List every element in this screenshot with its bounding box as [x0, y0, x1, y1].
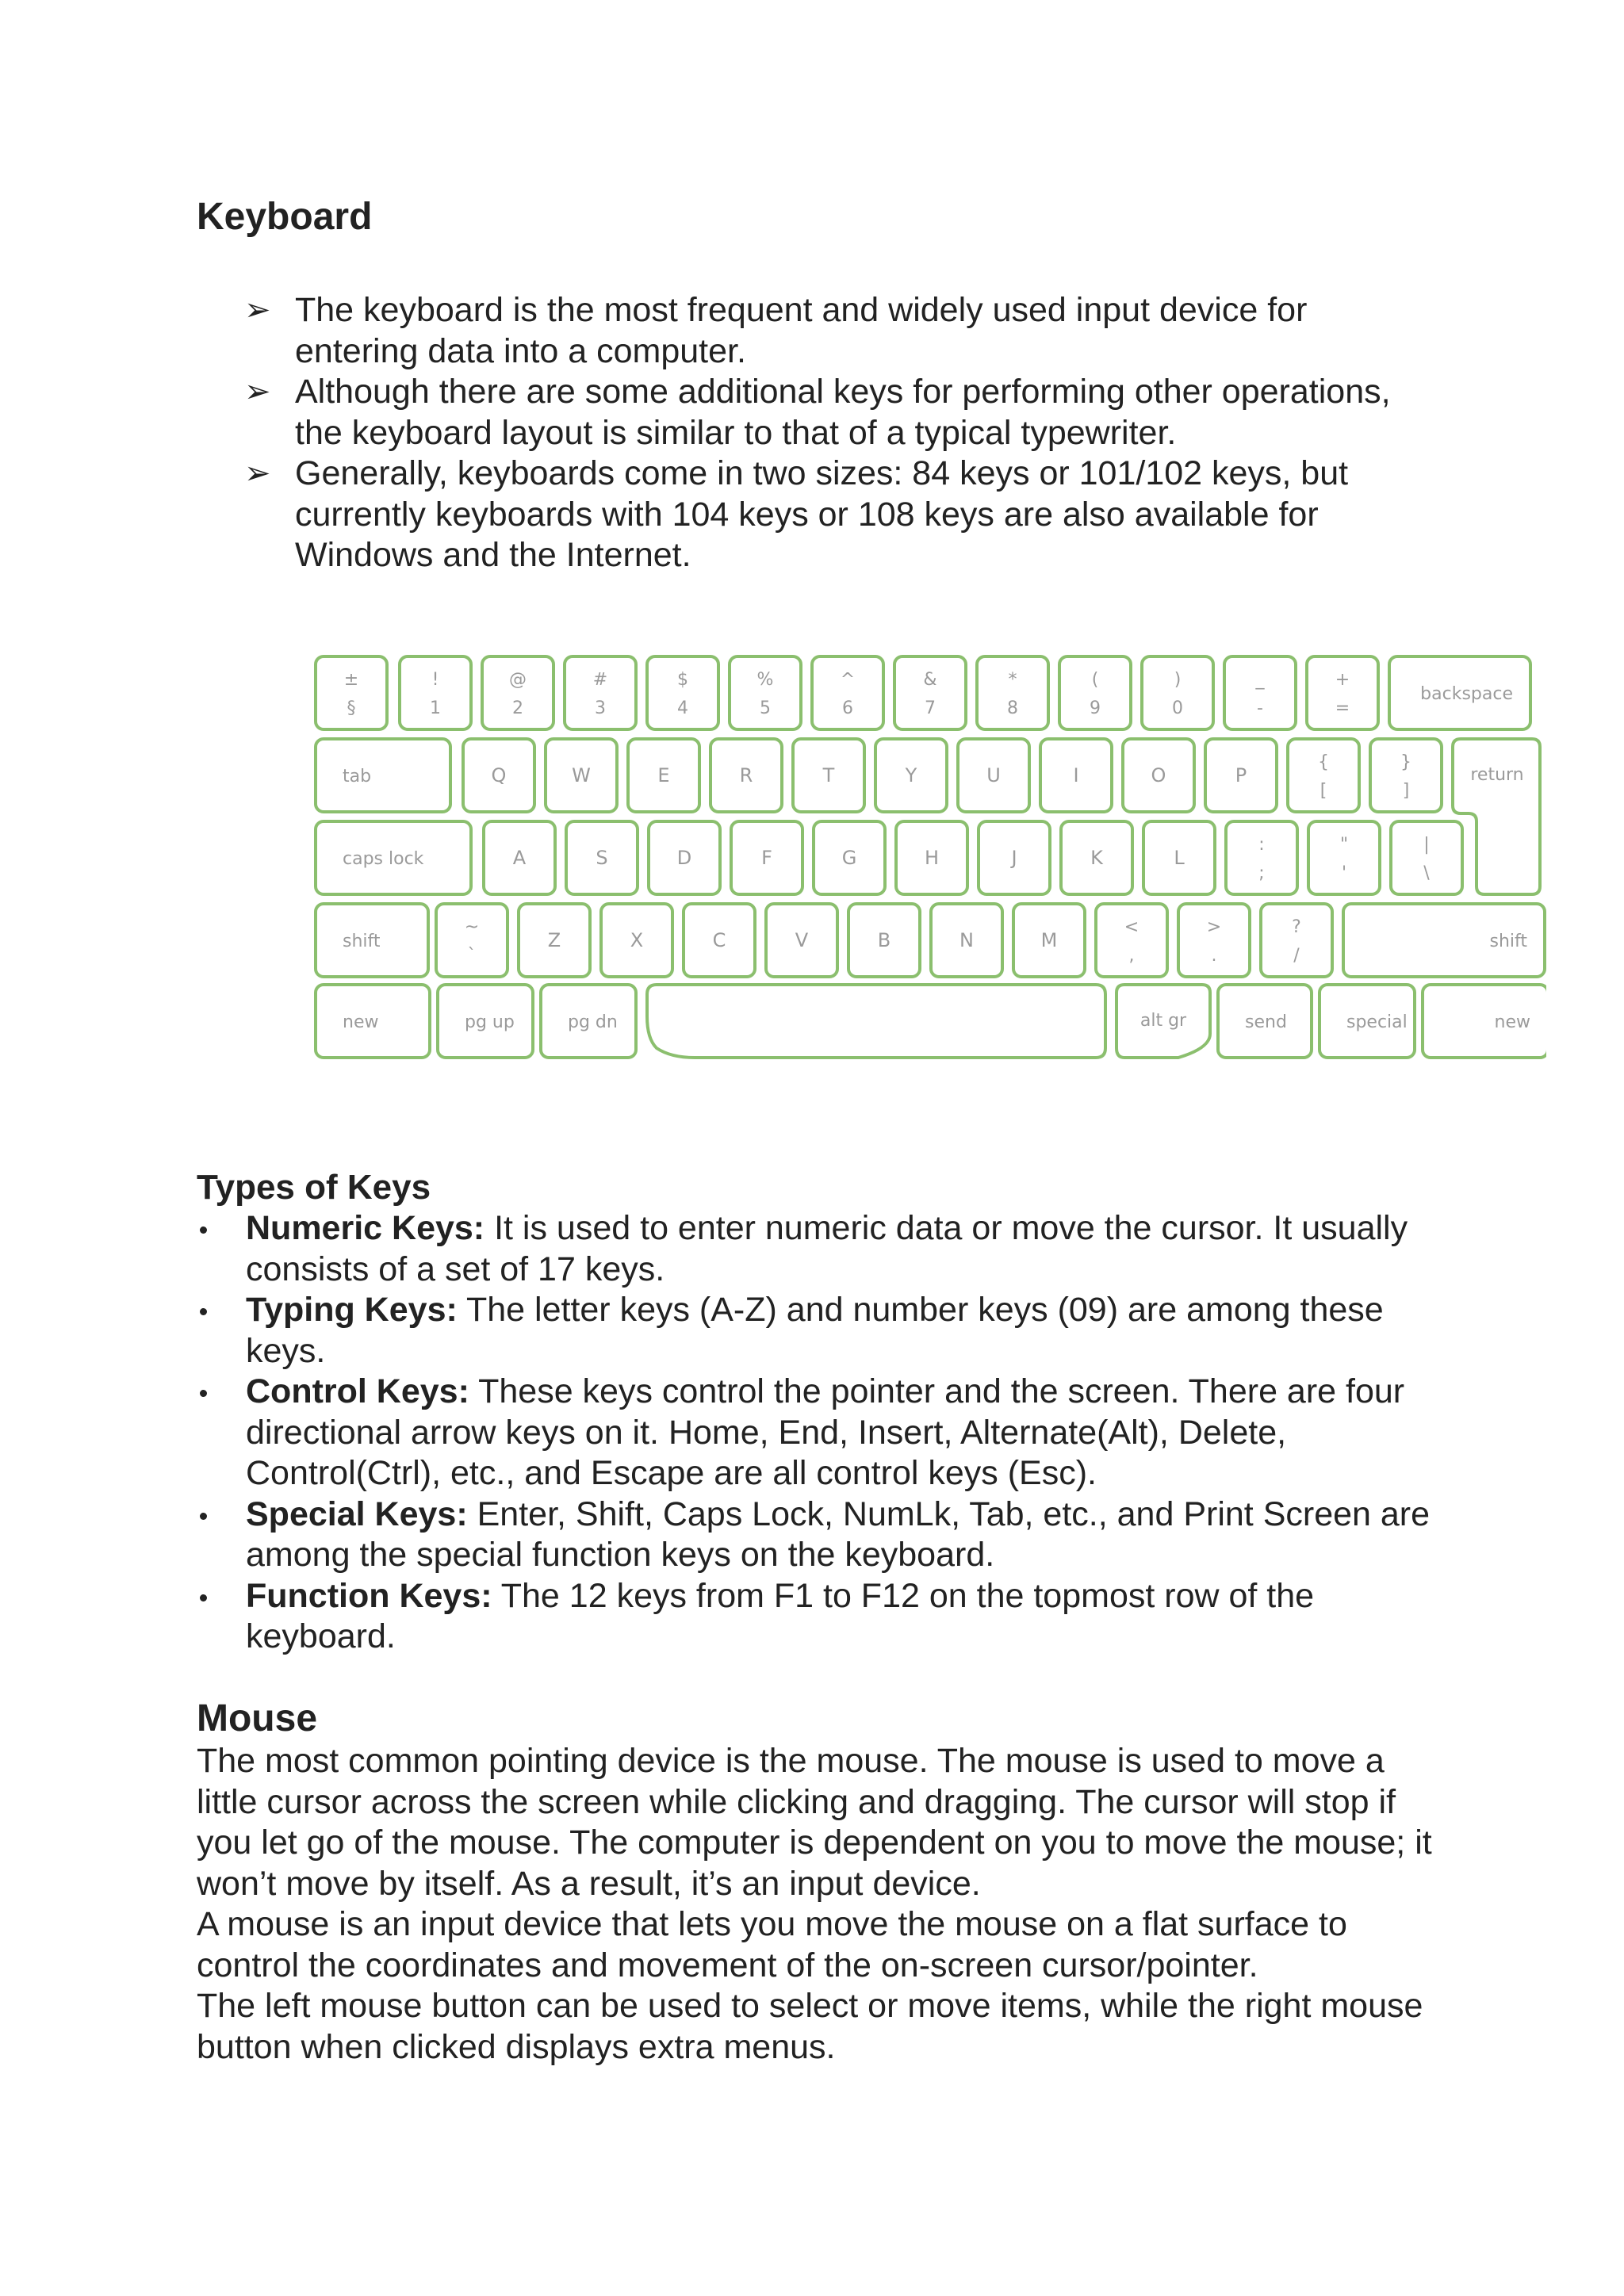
arrow-bullet-icon: ➢	[244, 293, 271, 327]
mouse-paragraph: A mouse is an input device that lets you move the mouse on a flat surface to control the coordinates and movement of the on-screen cursor/pointer.	[197, 1905, 1347, 1984]
key-bottom-symbol: `	[467, 946, 477, 966]
list-item	[197, 1208, 1434, 1290]
key-label: shift	[1489, 932, 1527, 951]
key-top-symbol: #	[592, 670, 608, 690]
key-label: new	[343, 1012, 379, 1032]
keyboard-key	[1307, 656, 1378, 729]
key-label: D	[676, 847, 692, 869]
keyboard-key	[1096, 904, 1167, 977]
key-top-symbol: (	[1091, 670, 1099, 690]
keyboard-heading: Keyboard	[197, 196, 373, 238]
key-top-symbol: $	[677, 670, 688, 690]
key-label: new	[1494, 1012, 1530, 1032]
key-bottom-symbol: 1	[430, 698, 441, 718]
key-bottom-symbol: 5	[760, 698, 771, 718]
key-label: special	[1346, 1012, 1408, 1032]
key-label: Y	[905, 764, 917, 786]
keyboard-key	[1308, 821, 1380, 894]
list-item-text: Generally, keyboards come in two sizes: 84 keys or 101/102 keys, but currently keyboards with 104 keys or 108 keys are also available for Windows and the Internet.	[295, 454, 1349, 574]
key-label: send	[1245, 1012, 1287, 1032]
list-item	[197, 1494, 1434, 1576]
key-label: Q	[491, 764, 507, 786]
key-label: tab	[343, 767, 372, 786]
key-label: S	[596, 847, 608, 869]
key-top-symbol: "	[1339, 835, 1349, 855]
key-top-symbol: !	[431, 670, 439, 690]
keyboard-key	[1261, 904, 1332, 977]
key-type-text: The 12 keys from F1 to F12 on the topmost row of the keyboard.	[246, 1576, 1315, 1655]
key-label: H	[924, 847, 940, 869]
list-item	[244, 453, 1434, 576]
key-label: pg dn	[568, 1012, 618, 1032]
keyboard-key	[1370, 739, 1442, 812]
list-item	[244, 372, 1434, 453]
keyboard-illustration	[309, 652, 1546, 1089]
keyboard-key	[1391, 821, 1462, 894]
key-top-symbol: _	[1255, 670, 1265, 690]
key-bottom-symbol: .	[1211, 946, 1217, 966]
keyboard-key	[565, 656, 636, 729]
key-bottom-symbol: 9	[1090, 698, 1101, 718]
key-label: E	[657, 764, 670, 786]
arrow-bullet-icon: ➢	[244, 456, 271, 491]
keyboard-key	[812, 656, 883, 729]
keyboard-key	[730, 656, 801, 729]
keyboard-key	[894, 656, 966, 729]
keyboard-key	[977, 656, 1048, 729]
key-top-symbol: &	[923, 670, 937, 690]
key-bottom-symbol: \	[1423, 863, 1430, 883]
key-top-symbol: ~	[464, 917, 480, 937]
key-label: pg up	[465, 1012, 515, 1032]
key-bottom-symbol: ;	[1258, 863, 1265, 883]
keyboard-layout-diagram	[309, 652, 1546, 1089]
key-label: X	[630, 929, 644, 951]
key-label: M	[1040, 929, 1058, 951]
key-label: O	[1151, 764, 1166, 786]
key-label: return	[1470, 765, 1524, 785]
key-bottom-symbol: 7	[925, 698, 936, 718]
key-label: R	[739, 764, 753, 786]
key-top-symbol: )	[1174, 670, 1182, 690]
key-bottom-symbol: ,	[1128, 946, 1135, 966]
key-top-symbol: }	[1400, 752, 1411, 772]
key-label: F	[761, 847, 772, 869]
key-label: G	[841, 847, 857, 869]
keyboard-key	[1226, 821, 1297, 894]
keyboard-key	[482, 656, 553, 729]
key-label: P	[1235, 764, 1247, 786]
list-item	[197, 1372, 1434, 1494]
key-bottom-symbol: 4	[677, 698, 688, 718]
key-type-text: The letter keys (A-Z) and number keys (09) are among these keys.	[246, 1291, 1384, 1370]
bullet-dot-icon	[200, 1390, 207, 1397]
types-of-keys-heading: Types of Keys	[197, 1168, 431, 1207]
key-type-text: It is used to enter numeric data or move the cursor. It usually consists of a set of 17 keys.	[246, 1209, 1408, 1288]
mouse-paragraph: The left mouse button can be used to select or move items, while the right mouse button when clicked displays extra menus.	[197, 1987, 1423, 2066]
key-bottom-symbol: ]	[1402, 781, 1410, 801]
keyboard-key	[1288, 739, 1359, 812]
key-top-symbol: *	[1008, 670, 1017, 690]
list-item-text: Although there are some additional keys for performing other operations, the keyboard layout is similar to that of a typical typewriter.	[295, 373, 1391, 452]
key-return	[1453, 739, 1540, 894]
bullet-dot-icon	[200, 1308, 207, 1315]
key-label: backspace	[1420, 684, 1513, 704]
key-bottom-symbol: 8	[1007, 698, 1018, 718]
keyboard-key	[1059, 656, 1131, 729]
key-type-term: Special Keys:	[246, 1494, 468, 1533]
key-top-symbol: ^	[840, 670, 856, 690]
key-label: C	[712, 929, 726, 951]
bullet-dot-icon	[200, 1226, 207, 1234]
key-label: caps lock	[343, 849, 424, 869]
key-bottom-symbol: 0	[1172, 698, 1183, 718]
key-top-symbol: <	[1124, 917, 1139, 937]
list-item	[197, 1576, 1434, 1658]
types-of-keys-list	[197, 1208, 1434, 1658]
key-label: V	[795, 929, 809, 951]
key-bottom-symbol: 3	[595, 698, 606, 718]
key-top-symbol: |	[1423, 835, 1430, 855]
key-bottom-symbol: [	[1320, 781, 1327, 801]
list-item	[244, 290, 1434, 372]
key-bottom-symbol: -	[1257, 698, 1263, 718]
key-label: B	[877, 929, 891, 951]
keyboard-key	[1224, 656, 1296, 729]
key-top-symbol: +	[1335, 670, 1350, 690]
key-label: I	[1073, 764, 1079, 786]
key-bottom-symbol: '	[1341, 863, 1347, 883]
key-label: L	[1174, 847, 1185, 869]
mouse-paragraph: The most common pointing device is the mouse. The mouse is used to move a little cursor across the screen while clicking and dragging. The cursor will stop if you let go of the mouse. The computer is dependent on you to move the mouse; it won’t move by itself. As a result, it’s an input device.	[197, 1742, 1432, 1903]
key-space	[647, 985, 1105, 1058]
key-type-text: These keys control the pointer and the screen. There are four directional arrow keys on it. Home, End, Insert, Alternate(Alt), Delete, Control(Ctrl), etc., and Escape are all control keys (Esc).	[246, 1372, 1405, 1492]
key-top-symbol: %	[756, 670, 774, 690]
key-label: T	[822, 764, 835, 786]
key-top-symbol: :	[1258, 835, 1265, 855]
key-type-term: Typing Keys:	[246, 1291, 458, 1329]
keyboard-key	[316, 739, 450, 812]
key-bottom-symbol: =	[1335, 698, 1350, 718]
key-label: K	[1090, 847, 1103, 869]
key-bottom-symbol: /	[1293, 946, 1300, 966]
key-label: J	[1011, 847, 1017, 869]
mouse-heading: Mouse	[197, 1697, 318, 1739]
keyboard-key	[647, 656, 718, 729]
key-bottom-symbol: 6	[842, 698, 853, 718]
list-item	[197, 1290, 1434, 1372]
bullet-dot-icon	[200, 1513, 207, 1520]
keyboard-key	[1142, 656, 1213, 729]
keyboard-key	[400, 656, 471, 729]
bullet-dot-icon	[200, 1594, 207, 1601]
key-bottom-symbol: 2	[512, 698, 523, 718]
key-bottom-symbol: §	[347, 698, 356, 718]
keyboard-key	[1178, 904, 1250, 977]
key-type-text: Enter, Shift, Caps Lock, NumLk, Tab, etc., and Print Screen are among the special function keys on the keyboard.	[246, 1494, 1431, 1574]
key-top-symbol: {	[1318, 752, 1329, 772]
key-label: A	[512, 847, 527, 869]
arrow-bullet-icon: ➢	[244, 374, 271, 409]
key-label: U	[986, 764, 1001, 786]
key-top-symbol: ±	[343, 670, 359, 690]
key-top-symbol: ?	[1292, 917, 1301, 937]
key-label: Z	[547, 929, 561, 951]
key-type-term: Numeric Keys:	[246, 1209, 485, 1247]
keyboard-key	[316, 656, 387, 729]
key-top-symbol: >	[1206, 917, 1222, 937]
key-type-term: Control Keys:	[246, 1372, 469, 1410]
key-label: alt gr	[1139, 1011, 1187, 1031]
key-top-symbol: @	[509, 670, 527, 690]
key-label: shift	[343, 932, 381, 951]
key-label: N	[959, 929, 974, 951]
keyboard-points-list	[244, 290, 1434, 576]
key-label: W	[572, 764, 591, 786]
list-item-text: The keyboard is the most frequent and widely used input device for entering data into a computer.	[295, 291, 1308, 370]
key-type-term: Function Keys:	[246, 1576, 492, 1615]
keyboard-key	[436, 904, 508, 977]
